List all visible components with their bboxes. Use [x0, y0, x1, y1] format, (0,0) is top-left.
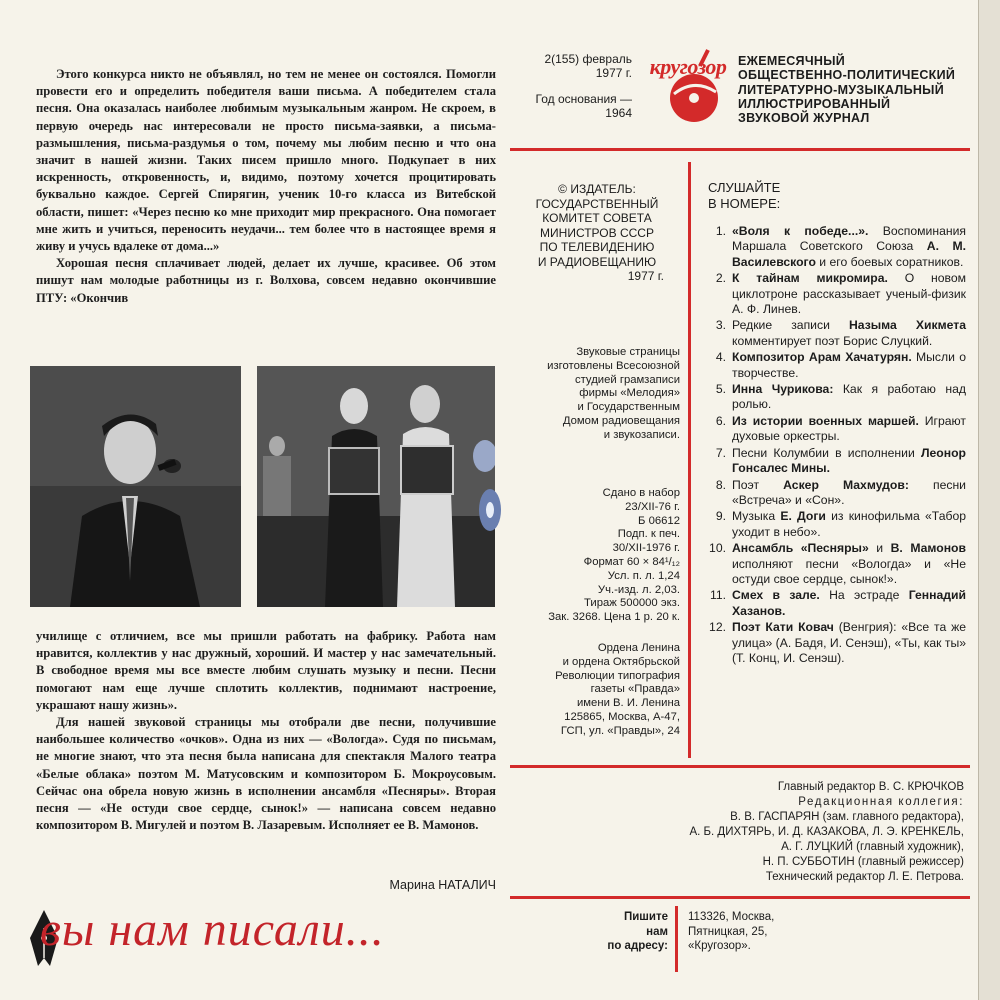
article-bottom [36, 628, 496, 834]
contents-item [706, 350, 966, 381]
contents-item [706, 588, 966, 619]
krugozor-logo [638, 48, 738, 126]
contents-item-text: Как я работаю над ролью. [732, 382, 966, 412]
contents-item [706, 271, 966, 317]
editorial-board: Главный редактор В. С. КРЮЧКОВ Редакционная коллегия: В. В. ГАСПАРЯН (зам. главного редактора), А. Б. ДИХТЯРЬ, И. Д. КАЗАКОВА, Л. Э. КРЕНКЕЛЬ, А. Г. ЛУЦКИЙ (главный художник), Н. П. СУББОТИН (главный режиссер) Технический редактор Л. Е. Петрова. [689, 781, 964, 883]
article-paragraph: Хорошая песня сплачивает людей, делает их лучше, красивее. Об этом пишут нам молодые работницы из г. Волхова, совсем недавно окончившие ПТУ: «Окончив [36, 256, 496, 305]
contents-item [706, 478, 966, 509]
contents-item-number: 8. [715, 477, 726, 492]
issue-number: 2(155) февраль [544, 52, 632, 66]
contents-item-number: 3. [715, 318, 726, 333]
contents-item-bold2: А. М. Василевского [732, 239, 966, 269]
contents-item-number: 11. [709, 588, 726, 603]
contents-item-number: 1. [715, 224, 726, 238]
contents-item-number: 9. [715, 509, 726, 524]
print-info: Сдано в набор 23/XII-76 г. Б 06612 Подп. к печ. 30/XII-1976 г. Формат 60 × 84¹/₁₂ Усл. п. л. 1,24 Уч.-изд. л. 2,03. Тираж 500000 экз. Зак. 3268. Цена 1 р. 20 к. [548, 487, 680, 624]
contents-item-number: 6. [715, 413, 726, 428]
contents-item-text: Играют духовые оркестры. [732, 413, 966, 444]
contents-item-text: Воспоминания Маршала Советского Союза [732, 224, 966, 254]
contents-item-text: На эстраде [819, 588, 909, 603]
contents-item [706, 620, 966, 666]
contents-item-number: 5. [715, 382, 726, 397]
rule-bottom [510, 896, 970, 899]
contents-item [706, 318, 966, 349]
rule-vertical-address [675, 906, 678, 972]
contents-item-number: 2. [715, 271, 726, 286]
rule-vertical [688, 162, 691, 758]
contents-item [706, 414, 966, 445]
contents-item [706, 446, 966, 477]
address-label: Пишите нам по адресу: [607, 911, 668, 952]
photo-singer [30, 366, 241, 607]
contents-item-bold2: Назыма Хикмета [848, 318, 966, 333]
masthead: ЕЖЕМЕСЯЧНЫЙ ОБЩЕСТВЕННО-ПОЛИТИЧЕСКИЙ ЛИТЕРАТУРНО-МУЗЫКАЛЬНЫЙ ИЛЛЮСТРИРОВАННЫЙ ЗВУКОВОЙ ЖУРНАЛ [738, 54, 956, 126]
contents-item [706, 541, 966, 587]
issue-info [508, 52, 632, 120]
contents-list [706, 224, 966, 667]
contents-item-bold: Композитор Арам Хачатурян. [732, 350, 912, 365]
founded-year: 1964 [605, 106, 632, 120]
contents-item-text2: комментирует поэт Борис Слуцкий. [732, 333, 933, 348]
contents-item-number: 12. [709, 620, 726, 635]
contents-item-bold: К тайнам микромира. [732, 271, 888, 286]
contents-item-text: и [868, 541, 891, 556]
contents-item-bold: Инна Чурикова: [732, 382, 834, 397]
contents-item [706, 382, 966, 413]
contents-item-text: О новом циклотроне рассказывает ученый-физик А. Ф. Линев. [732, 271, 966, 317]
publisher: © ИЗДАТЕЛЬ: ГОСУДАРСТВЕННЫЙ КОМИТЕТ СОВЕТА МИНИСТРОВ СССР ПО ТЕЛЕВИДЕНИЮ И РАДИОВЕЩАНИЮ 1977 г. [535, 182, 664, 283]
page-edge [978, 0, 1000, 1000]
contents-item-text2: из кинофильма «Табор уходит в небо». [732, 509, 967, 539]
article-paragraph: Для нашей звуковой страницы мы отобрали две песни, получившие наибольшее количество «очков». Одна из них — «Вологда». Судя по письмам, не многие знают, что эта песня была написана для спектакля Малого театра «Белые облака» поэтом М. Матусовским и композитором Б. Мокроусовым. Сейчас она обрела новую жизнь в исполнении ансамбля «Песняры». Вторая песня — «Не остуди свое сердце, сынок!» — написана совсем недавно композитором В. Мигулей и поэтом В. Лазаревым. Исполняет ее В. Мамонов. [36, 715, 496, 833]
contents-item-text: Поэт [732, 477, 784, 492]
contents-item-bold: Поэт Кати Ковач [732, 620, 834, 635]
contents-item-bold2: Аскер Махмудов: [783, 477, 909, 492]
contents-item-bold: Ансамбль «Песняры» [732, 541, 869, 556]
contents-item-bold2: Е. Доги [780, 509, 826, 524]
contents-item-bold2: В. Мамонов [890, 541, 966, 556]
rule-middle [510, 765, 970, 768]
contents-item [706, 224, 966, 270]
article-author: Марина НАТАЛИЧ [389, 878, 496, 892]
printer-info: Ордена Ленина и ордена Октябрьской Революции типография газеты «Правда» имени В. И. Ленина 125865, Москва, А-47, ГСП, ул. «Правды», 24 [555, 642, 680, 737]
contents-item-text: Мысли о творчестве. [732, 350, 966, 380]
contents-item-number: 7. [715, 445, 726, 460]
logo-text: кругозор [649, 54, 727, 79]
contents-item-bold: Из истории военных маршей. [732, 413, 919, 428]
section-title: вы нам писали... [40, 903, 385, 956]
article-top [36, 66, 496, 307]
contents-item-bold2: Леонор Гонсалес Мины. [732, 445, 966, 476]
rule-top [510, 148, 970, 151]
sound-pages-info: Звуковые страницы изготовлены Всесоюзной студией грамзаписи фирмы «Мелодия» и Государственным Домом радиовещания и звукозаписи. [547, 346, 680, 441]
article-paragraph: Этого конкурса никто не объявлял, но тем не менее он состоялся. Помогли провести его и определить победителя ваши письма. А победителем стала песня. Она оказалась наиболее любимым музыкальным жанром. Не скроем, в первую очередь нас интересовали не просто письма-заявки, а письма-размышления, письма-раздумья о том, почему мы любим песню и что она значит в нашей жизни. Таких писем пришло много. Подкупает в них искренность, откровенность, и, видимо, поэтому хочется процитировать буквально каждое. Сергей Спирягин, ученик 10-го класса из Витебской области, пишет: «Через песню ко мне приходит мир прекрасного. Она помогает мне жить и учиться, переносить неудачи... тем более что в настоящее время я живу и учусь вдалеке от дома...» [36, 67, 496, 254]
contents-item-text2: исполняют песни «Вологда» и «Не остуди свое сердце, сынок!». [732, 556, 966, 586]
contents-item-text2: песни «Встреча» и «Сон». [732, 477, 966, 507]
contents-item-text: (Венгрия): «Все та же улица» (А. Бадя, И. Сенэш), «Ты, как ты» (Т. Конц, И. Сенэш). [732, 620, 967, 665]
contents-heading: СЛУШАЙТЕ В НОМЕРЕ: [708, 180, 781, 211]
article-paragraph: училище с отличием, все мы пришли работать на фабрику. Работа нам нравится, коллектив у нас дружный, хороший. И мастер у нас замечательный. В свободное время мы все вместе любим слушать музыку и песни. Песни помогают нам еще лучше сплотить коллектив, поднимают настроение, украшают нашу жизнь». [36, 629, 496, 712]
contents-item-bold2: Геннадий Хазанов. [732, 588, 967, 618]
address-lines: 113326, Москва, Пятницкая, 25, «Кругозор». [688, 911, 775, 952]
contents-item-number: 4. [715, 350, 726, 365]
photo-accordion-players [257, 366, 495, 607]
contents-item-text: Редкие записи [732, 318, 849, 333]
contents-item-bold: Смех в зале. [732, 588, 820, 603]
contents-item-bold: «Воля к победе...». [732, 224, 869, 238]
contents-item-text: Песни Колумбии в исполнении [732, 445, 921, 460]
contents-item-text: Музыка [732, 509, 781, 524]
contents-item-text2: и его боевых соратников. [815, 254, 964, 269]
contents-item [706, 509, 966, 540]
issue-year: 1977 г. [595, 66, 632, 80]
flexi-disc-icon [478, 488, 502, 532]
founded-label: Год основания — [535, 92, 632, 106]
contents-item-number: 10. [709, 541, 726, 556]
